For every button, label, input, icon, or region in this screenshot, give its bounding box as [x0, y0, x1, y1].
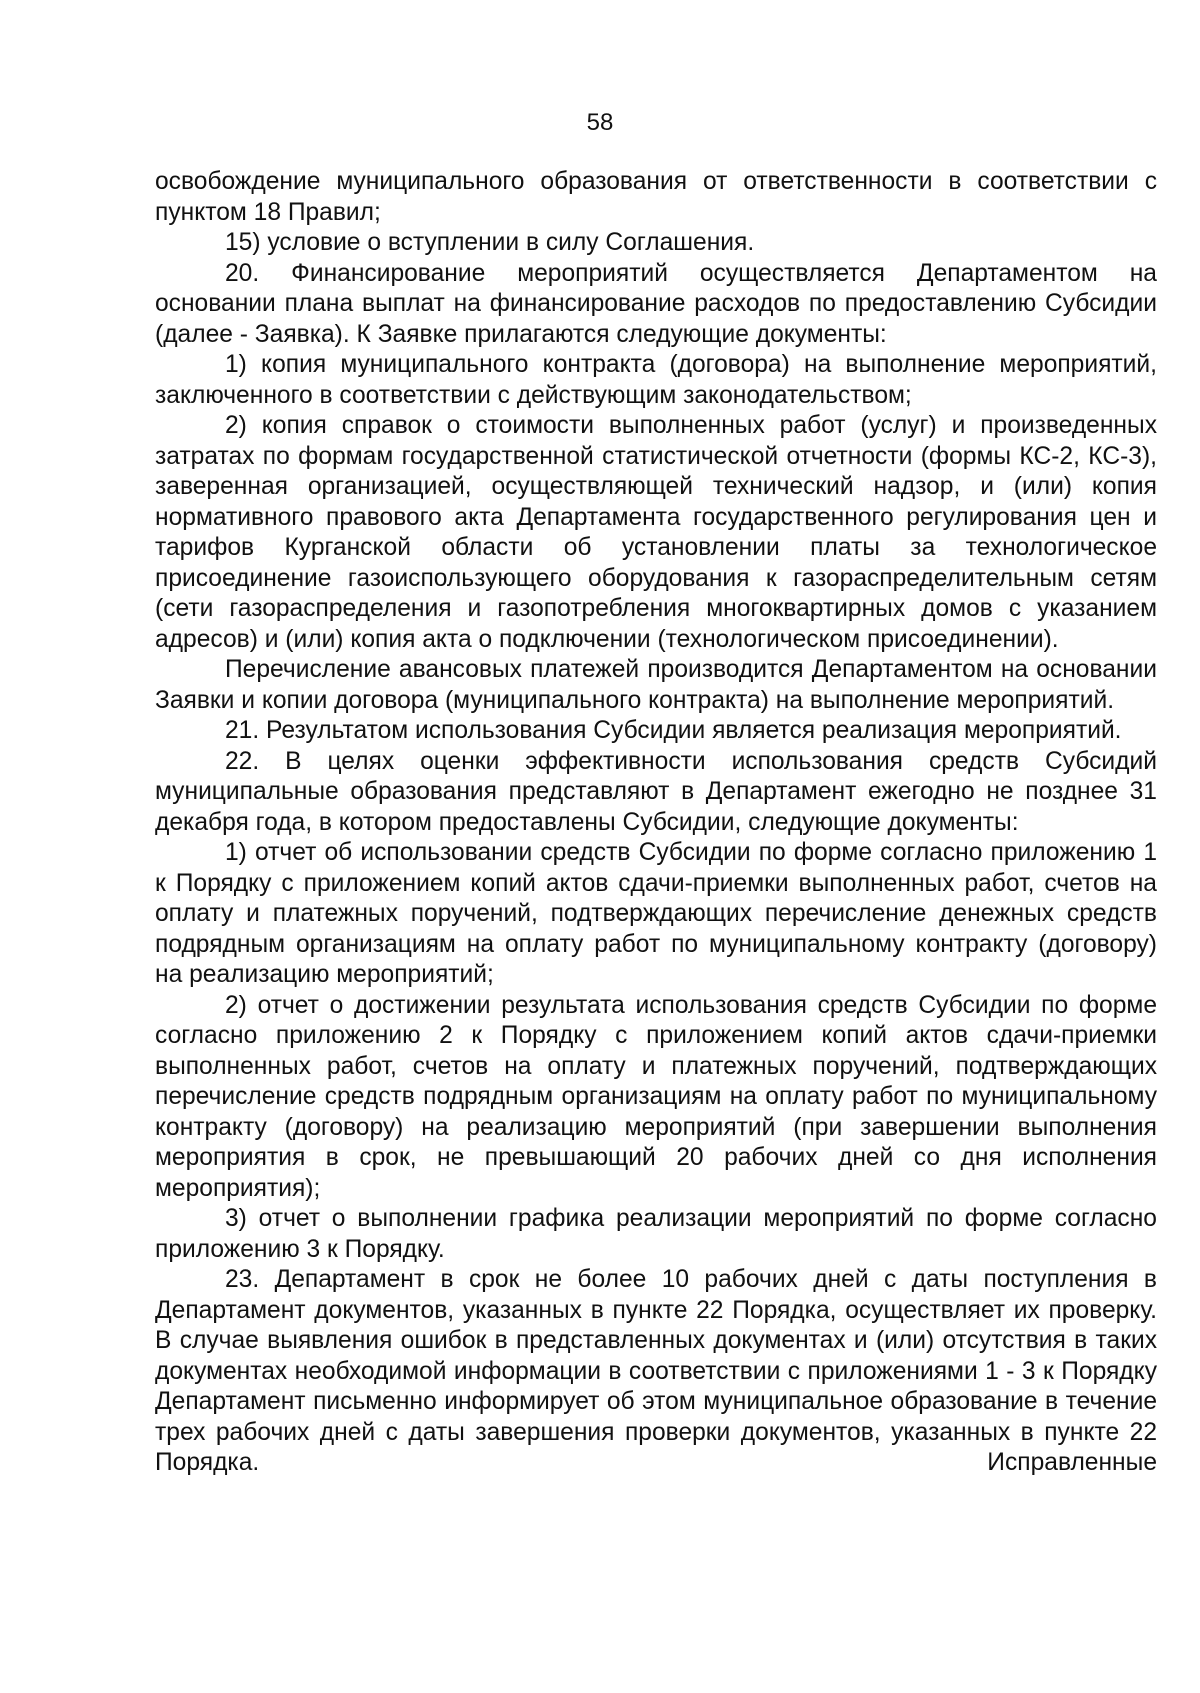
paragraph-clause-22-item-2: 2) отчет о достижении результата использования средств Субсидии по форме согласно приложению 2 к Порядку с приложением копий актов сдачи-приемки выполненных работ, счетов на оплату и платежных поручений, подтверждающих перечисление средств подрядным организациям на оплату работ по муниципальному контракту (договору) на реализацию мероприятий (при завершении выполнения мероприятия в срок, не превышающий 20 рабочих дней со дня исполнения мероприятия);: [155, 991, 1157, 1202]
paragraph-clause-20-item-1: 1) копия муниципального контракта (договора) на выполнение мероприятий, заключенного в соответствии с действующим законодательством;: [155, 351, 1157, 409]
paragraph-clause-22-item-1: 1) отчет об использовании средств Субсидии по форме согласно приложению 1 к Порядку с приложением копий актов сдачи-приемки выполненных работ, счетов на оплату и платежных поручений, подтверждающих перечисление денежных средств подрядным организациям на оплату работ по муниципальному контракту (договору) на реализацию мероприятий;: [155, 839, 1157, 988]
paragraph-continuation: освобождение муниципального образования от ответственности в соответствии с пунктом 18 Правил;: [155, 168, 1157, 226]
paragraph-clause-22-item-3: 3) отчет о выполнении графика реализации мероприятий по форме согласно приложению 3 к Порядку.: [155, 1205, 1157, 1263]
paragraph-clause-23: 23. Департамент в срок не более 10 рабочих дней с даты поступления в Департамент документов, указанных в пункте 22 Порядка, осуществляет их проверку. В случае выявления ошибок в представленных документах и (или) отсутствия в таких документах необходимой информации в соответствии с приложениями 1 - 3 к Порядку Департамент письменно информирует об этом муниципальное образование в течение трех рабочих дней с даты завершения проверки документов, указанных в пункте 22 Порядка. Исправленные: [155, 1266, 1157, 1476]
paragraph-clause-22: 22. В целях оценки эффективности использования средств Субсидий муниципальные образования представляют в Департамент ежегодно не позднее 31 декабря года, в котором предоставлены Субсидии, следующие документы:: [155, 747, 1157, 836]
paragraph-advance-payments: Перечисление авансовых платежей производится Департаментом на основании Заявки и копии договора (муниципального контракта) на выполнение мероприятий.: [155, 656, 1157, 714]
document-body: [155, 167, 1157, 1479]
paragraph-clause-20: 20. Финансирование мероприятий осуществляется Департаментом на основании плана выплат на финансирование расходов по предоставлению Субсидии (далее - Заявка). К Заявке прилагаются следующие документы:: [155, 259, 1157, 348]
paragraph-clause-21: 21. Результатом использования Субсидии является реализация мероприятий.: [225, 717, 1122, 744]
page-number: 58: [586, 109, 614, 136]
paragraph-clause-20-item-2: 2) копия справок о стоимости выполненных работ (услуг) и произведенных затратах по формам государственной статистической отчетности (формы КС-2, КС-3), заверенная организацией, осуществляющей технический надзор, и (или) копия нормативного правового акта Департамента государственного регулирования цен и тарифов Курганской области об установлении платы за технологическое присоединение газоиспользующего оборудования к газораспределительным сетям (сети газораспределения и газопотребления многоквартирных домов с указанием адресов) и (или) копия акта о подключении (технологическом присоединении).: [155, 412, 1157, 653]
paragraph-item-15: 15) условие о вступлении в силу Соглашения.: [225, 229, 755, 256]
